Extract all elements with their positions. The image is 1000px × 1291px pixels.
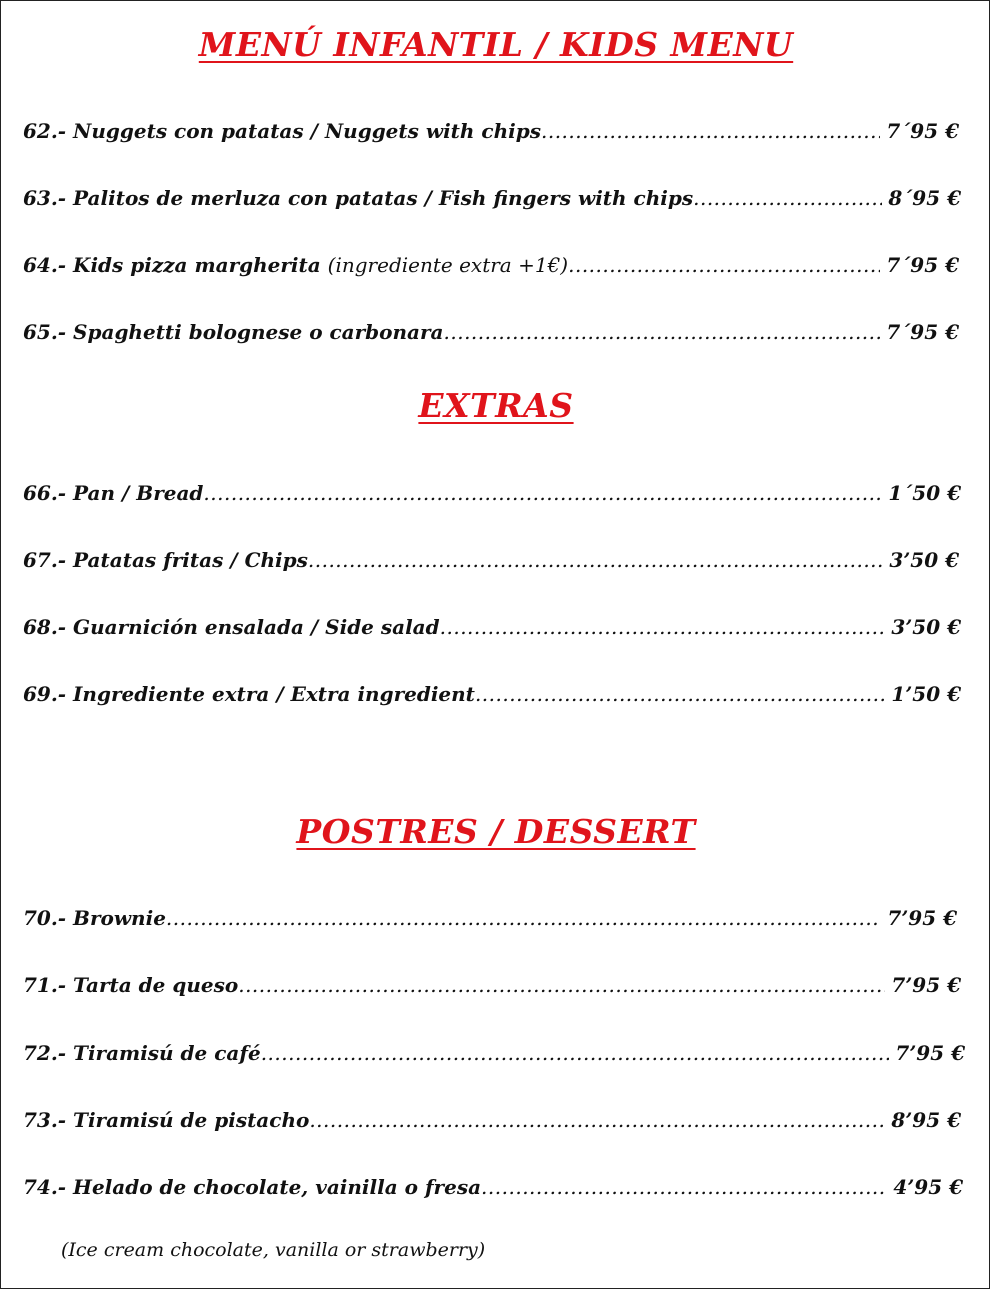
menu-item [23,481,961,505]
item-name: 67.- Patatas fritas / Chips [23,548,308,572]
dot-leader [541,119,880,143]
item-price: 7’95 € [891,973,961,997]
item-price: 7’95 € [887,906,957,930]
item-price: 7´95 € [886,119,959,143]
menu-item [23,906,957,930]
dot-leader [308,548,884,572]
menu-item [23,682,961,706]
dot-leader [568,253,880,277]
section-title-extras: EXTRAS [418,386,574,425]
dot-leader [693,186,882,210]
item-name: 68.- Guarnición ensalada / Side salad [23,615,440,639]
item-price: 1’50 € [891,682,961,706]
item-name: 62.- Nuggets con patatas / Nuggets with chips [23,119,541,143]
item-name: 74.- Helado de chocolate, vainilla o fresa [23,1175,482,1199]
dot-leader [309,1108,885,1132]
dot-leader [261,1041,890,1065]
dot-leader [203,481,882,505]
item-name: 71.- Tarta de queso [23,973,239,997]
item-note: (ingrediente extra +1€) [327,253,569,277]
item-price: 4’95 € [893,1175,963,1199]
item-price: 8´95 € [888,186,961,210]
dot-leader [238,973,885,997]
item-name: 65.- Spaghetti bolognese o carbonara [23,320,444,344]
item-price: 1´50 € [888,481,961,505]
menu-item [23,119,959,143]
item-name: 73.- Tiramisú de pistacho [23,1108,310,1132]
dot-leader [440,615,886,639]
menu-item [23,973,961,997]
dessert-footnote: (Ice cream chocolate, vanilla or strawberry) [61,1239,486,1261]
item-name: 69.- Ingrediente extra / Extra ingredient [23,682,475,706]
item-price: 3’50 € [891,615,961,639]
menu-item [23,253,959,277]
item-name: 70.- Brownie [23,906,166,930]
menu-item [23,1175,963,1199]
item-name: 63.- Palitos de merluza con patatas / Fish fingers with chips [23,186,694,210]
menu-item [23,548,959,572]
menu-item [23,615,961,639]
dot-leader [481,1175,887,1199]
dot-leader [444,320,881,344]
item-price: 7’95 € [895,1041,965,1065]
menu-item [23,1108,961,1132]
item-price: 7´95 € [886,253,959,277]
section-title-dessert: POSTRES / DESSERT [296,812,696,851]
section-title-kids-menu: MENÚ INFANTIL / KIDS MENU [198,25,794,64]
item-price: 3’50 € [889,548,959,572]
item-name: 64.- Kids pizza margherita (ingrediente extra +1€) [23,253,569,277]
dot-leader [166,906,881,930]
item-price: 8’95 € [891,1108,961,1132]
menu-item [23,186,961,210]
item-price: 7´95 € [886,320,959,344]
item-name: 66.- Pan / Bread [23,481,204,505]
item-name: 72.- Tiramisú de café [23,1041,261,1065]
menu-item [23,320,959,344]
menu-item [23,1041,965,1065]
dot-leader [475,682,885,706]
